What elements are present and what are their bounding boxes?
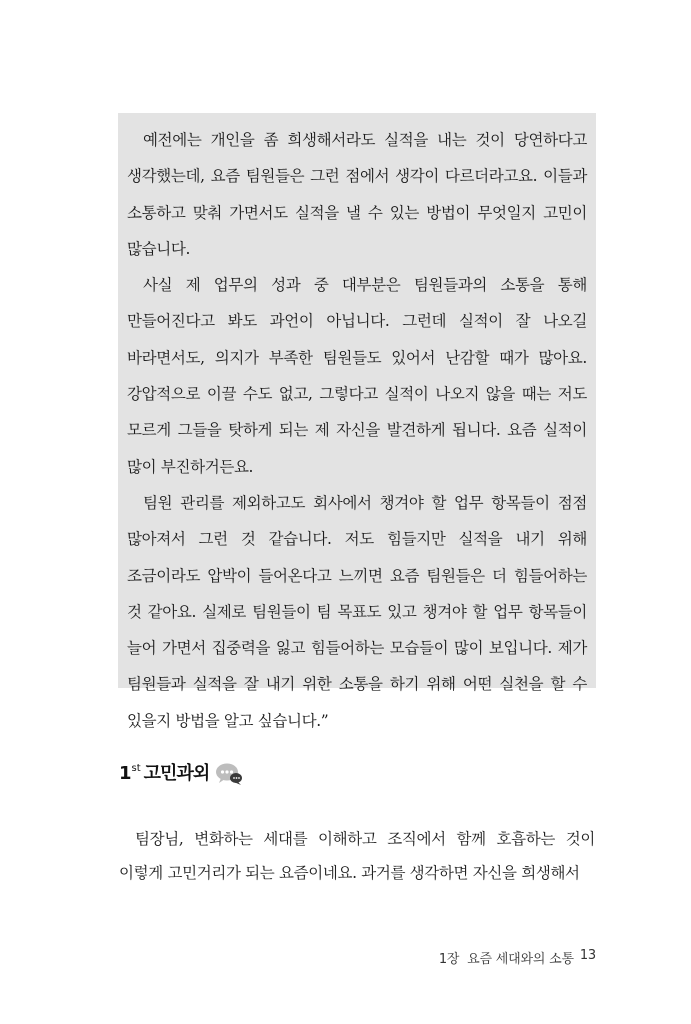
quote-paragraph-1: 예전에는 개인을 좀 희생해서라도 실적을 내는 것이 당연하다고 생각했는데, 요즘 팀원들은 그런 점에서 생각이 다르더라고요. 이들과 소통하고 맞춰 가면서도 실적을 낼 수 있는 방법이 무엇일지 고민이 많습니다. — [127, 131, 587, 258]
quote-paragraph-2: 사실 제 업무의 성과 중 대부분은 팀원들과의 소통을 통해 만들어진다고 봐도 과언이 아닙니다. 그런데 실적이 잘 나오길 바라면서도, 의지가 부족한 팀원들도 있어서 난감할 때가 많아요. 강압적으로 이끌 수도 없고, 그렇다고 실적이 나오지 않을 때는 저도 모르게 그들을 탓하게 되는 제 자신을 발견하게 됩니다. 요즘 실적이 많이 부진하거든요. — [127, 276, 587, 476]
quote-box — [118, 113, 596, 730]
page-footer — [439, 948, 596, 967]
section-number: 1 — [119, 763, 132, 784]
section-title: 고민과외 — [143, 763, 210, 784]
page-number: 13 — [579, 948, 596, 963]
footer-chapter: 1장 요즘 세대와의 소통 — [438, 952, 574, 967]
body-paragraph: 팀장님, 변화하는 세대를 이해하고 조직에서 함께 호흡하는 것이 이렇게 고민거리가 되는 요즘이네요. 과거를 생각하면 자신을 희생해서 — [119, 830, 595, 882]
quote-paragraph-3: 팀원 관리를 제외하고도 회사에서 챙겨야 할 업무 항목들이 점점 많아져서 그런 것 같습니다. 저도 힘들지만 실적을 내기 위해 조금이라도 압박이 들어온다고 느끼면 요즘 팀원들은 더 힘들어하는 것 같아요. 실제로 팀원들이 팀 목표도 있고 챙겨야 할 업무 항목들이 늘어 가면서 집중력을 잃고 힘들어하는 모습들이 많이 보입니다. 제가 팀원들과 실적을 잘 내기 위한 소통을 하기 위해 어떤 실천을 할 수 있을지 방법을 알고 싶습니다.” — [127, 493, 587, 730]
chat-bubbles-icon — [215, 762, 243, 786]
section-heading — [119, 760, 243, 788]
section-number-suffix: st — [131, 762, 141, 774]
